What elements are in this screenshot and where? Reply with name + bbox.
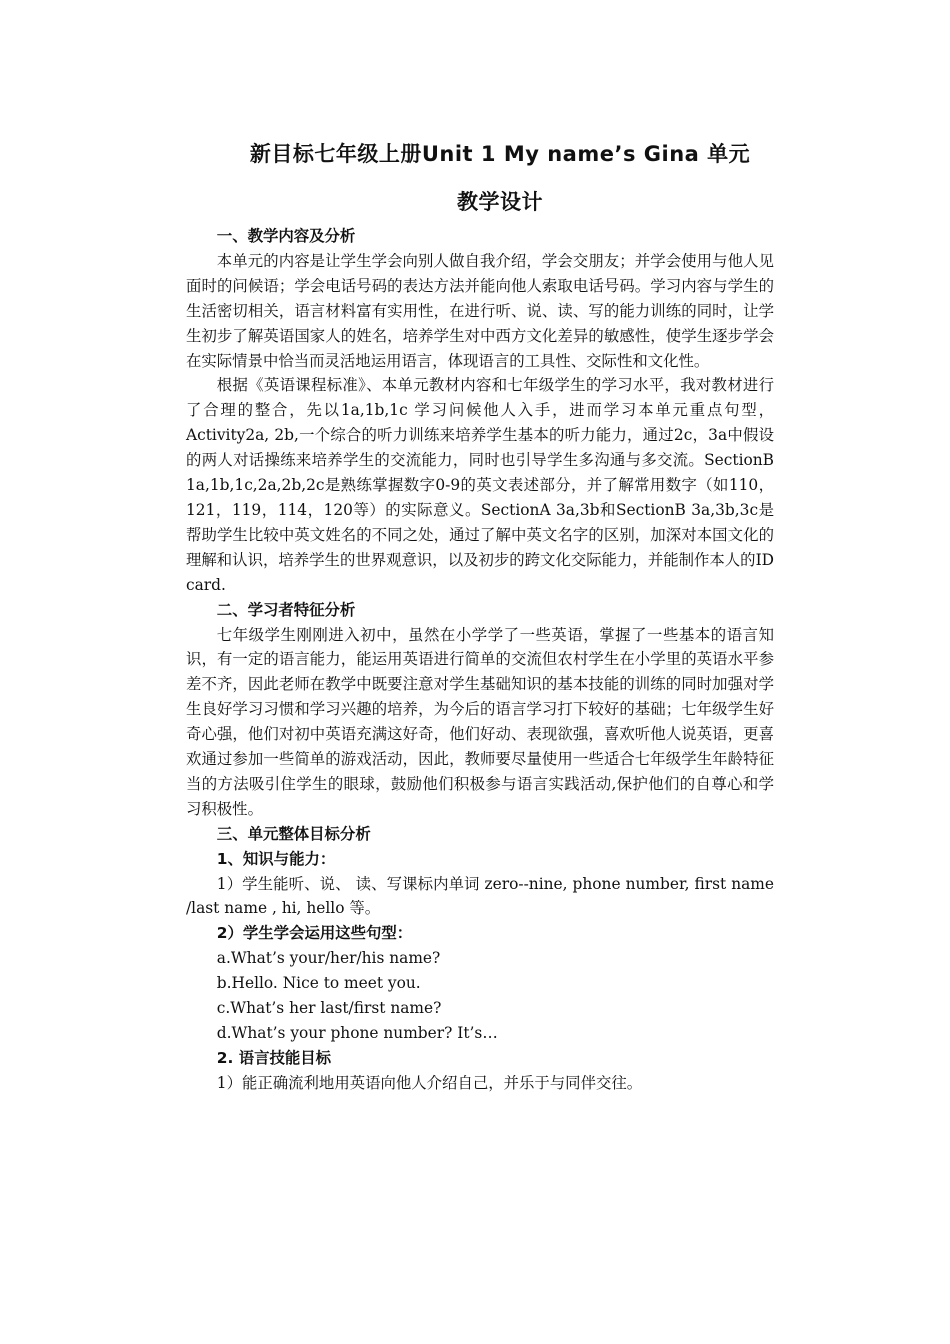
sentence-pattern: c.What’s her last/first name? [216,999,442,1018]
section3-subheading-knowledge: 1、知识与能力： [216,849,336,868]
document-body [186,224,774,1096]
sentence-pattern: a.What’s your/her/his name? [216,949,441,968]
section1-heading: 一、教学内容及分析 [216,227,356,245]
section3-subheading-skills: 2. 语言技能目标 [216,1048,332,1067]
section3-item1: 1）学生能听、说、 读、写课标内单词 zero--nine, phone number, first name /last name , hi, hello 等。 [186,874,774,918]
section3-item2: 2）学生学会运用这些句型： [216,924,413,943]
section3-heading: 三、单元整体目标分析 [216,824,371,843]
section1-paragraph2: 根据《英语课程标准》、本单元教材内容和七年级学生的学习水平，我对教材进行了合理的整合，先以1a,1b,1c 学习问候他人入手，进而学习本单元重点句型，Activity2a, 2b,一个综合的听力训练来培养学生基本的听力能力，通过2c，3a中假设的两人对话操练来培养学生的交流能力，同时也引导学生多沟通与多交流。SectionB 1a,1b,1c,2a,2b,2c是熟练掌握数字0-9的英文表述部分，并了解常用数字（如110，121，119，114，120等）的实际意义。SectionA 3a,3b和SectionB 3a,3b,3c是帮助学生比较中英文姓名的不同之处，通过了解中英文名字的区别，加深对本国文化的理解和认识，培养学生的世界观意识，以及初步的跨文化交际能力，并能制作本人的ID card. [186,376,774,594]
section3-item3: 1）能正确流利地用英语向他人介绍自己，并乐于与同伴交往。 [216,1073,643,1092]
section2-paragraph1: 七年级学生刚刚进入初中，虽然在小学学了一些英语，掌握了一些基本的语言知识，有一定的语言能力，能运用英语进行简单的交流但农村学生在小学里的英语水平参差不齐，因此老师在教学中既要注意对学生基础知识的基本技能的训练的同时加强对学生良好学习习惯和学习兴趣的培养，为今后的语言学习打下较好的基础；七年级学生好奇心强，他们对初中英语充满这好奇，他们好动、表现欲强，喜欢听他人说英语，更喜欢通过参加一些简单的游戏活动，因此，教师要尽量使用一些适合七年级学生年龄特征当的方法吸引住学生的眼球，鼓励他们积极参与语言实践活动,保护他们的自尊心和学习积极性。 [186,625,774,818]
document-title-line2: 教学设计 [457,190,543,214]
document-title-line1: 新目标七年级上册Unit 1 My name’s Gina 单元 [249,142,751,166]
section2-heading: 二、学习者特征分析 [216,600,356,619]
sentence-pattern: d.What’s your phone number? It’s… [216,1024,498,1042]
sentence-pattern: b.Hello. Nice to meet you. [216,974,421,993]
section1-paragraph1: 本单元的内容是让学生学会向别人做自我介绍，学会交朋友；并学会使用与他人见面时的问候语；学会电话号码的表达方法并能向他人索取电话号码。学习内容与学生的生活密切相关，语言材料富有实用性，在进行听、说、读、写的能力训练的同时，让学生初步了解英语国家人的姓名，培养学生对中西方文化差异的敏感性，使学生逐步学会在实际情景中恰当而灵活地运用语言，体现语言的工具性、交际性和文化性。 [186,251,774,370]
